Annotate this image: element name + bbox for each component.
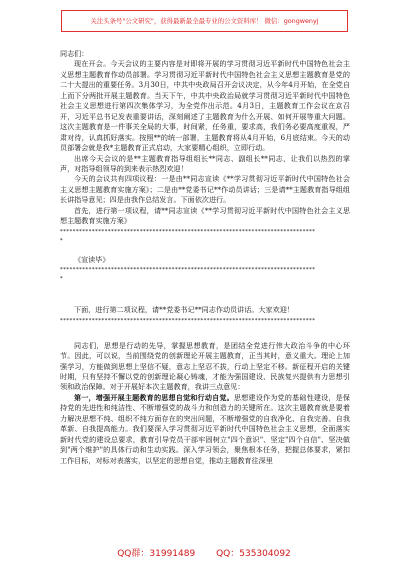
paragraph-second-item: 下面，进行第二项议程，请**党委书记**同志作动员讲话。大家欢迎！	[74, 305, 294, 315]
paragraph-opening: 现在开会。今天会议的主要内容是对即将开展的学习贯彻习近平新时代中国特色社会主义思想主题教育作动员部署。学习贯彻习近平新时代中国特色社会主义思想主题教育是党的二十大提出的重要任务。3月30日，中共中央政局召开会议决定，从今年4月开始，在全党自上而下分两批开展主题教育。当天下午，中共中央政治局就学习贯彻习近平新时代中国特色社会主义思想进行第四次集体学习，为全党作出示范。4月3日，主题教育工作会议在京召开，习近平总书记发表重要讲话，深刻阐述了主题教育为什么开展、如何开展等重大问题。这次主题教育是一件事关全局的大事，时间紧，任务重，要求高，我们务必要高度重视，严肃对待，认真抓好落实。按照**的统一部署，主题教育将从4月开始，6月底结束。今天的动员部署会就是我*主题教育正式启动，大家要精心组织，立即行动。	[60, 59, 350, 153]
paragraph-speech-intro: 同志们，思想是行动的先导，掌握思想教育，是团结全党进行伟大政治斗争的中心环节。因此，可以说，当前围绕党的创新理论开展主题教育，正当其时，意义重大。理论上加强学习，方能做到思想上坚信不疑，意志上坚忍不拔，行动上坚定不移。新征程开启的关键时期，只有坚持不懈以党的创新理论凝心铸魂，才能为强国建设、民族复兴提供有力思想引领和政治保障。对于开展好本次主题教育，我讲三点意见：	[60, 340, 350, 392]
document-body	[60, 49, 350, 466]
salutation: 同志们：	[60, 49, 89, 58]
header-banner: 关注头条号"公文研究"，获得最新最全最专业的公文资料库！ 微信：gongwenyj	[61, 10, 348, 32]
section-1-heading: 第一，增强开展主题教育的思想自觉和行动自觉。	[74, 392, 234, 402]
separator-line: ********************************************************************************	[60, 228, 316, 235]
separator-line-3: ********************************************************************************	[60, 317, 316, 324]
paragraph-section-1	[60, 393, 350, 466]
separator-tail: *	[60, 237, 64, 244]
read-done-note: 《宣读毕》	[74, 254, 110, 264]
footer-qq-group: QQ群：31991489	[117, 549, 196, 559]
footer-contact	[0, 546, 408, 559]
footer-qq: QQ：535304092	[216, 549, 291, 559]
paragraph-welcome: 出席今天会议的是**主题教育指导组组长**同志、副组长**同志，让我们以热烈的掌声，对指导组领导的到来表示热烈欢迎！	[60, 153, 350, 173]
separator-line-2: ********************************************************************************	[60, 267, 316, 274]
paragraph-agenda: 今天的会议共有四项议程：一是由**同志宣读《**学习贯彻习近平新时代中国特色社会主义思想主题教育实施方案》；二是由**党委书记**作动员讲话；三是请**主题教育指导组组长讲指导意见；四是由我作总结发言。下面依次进行。	[60, 174, 350, 205]
separator-tail-2: *	[60, 276, 64, 283]
section-1-text: 思想建设作为党的基础性建设，是保持党的先进性和纯洁性、不断增强党的战斗力和创造力的关键所在。这次主题教育就是要着力解决思想不纯、组织不纯方面存在的突出问题，不断增强党的自我净化、自我完善、自我革新、自我提高能力。我们要深入学习贯彻习近平新时代中国特色社会主义思想，全面落实新时代党的建设总要求，教育引导党员干部牢固树立"四个意识"、坚定"四个自信"、坚决做到"两个维护"的具体行动和生动实践。深入学习领会，聚焦根本任务，把握总体要求，紧扣工作目标，对标对表落实，以坚定的思想自觉，推动主题教育往深里	[60, 392, 350, 465]
paragraph-first-item: 首先，进行第一项议程，请**同志宣读《**学习贯彻习近平新时代中国特色社会主义思想主题教育实施方案》	[60, 205, 350, 226]
